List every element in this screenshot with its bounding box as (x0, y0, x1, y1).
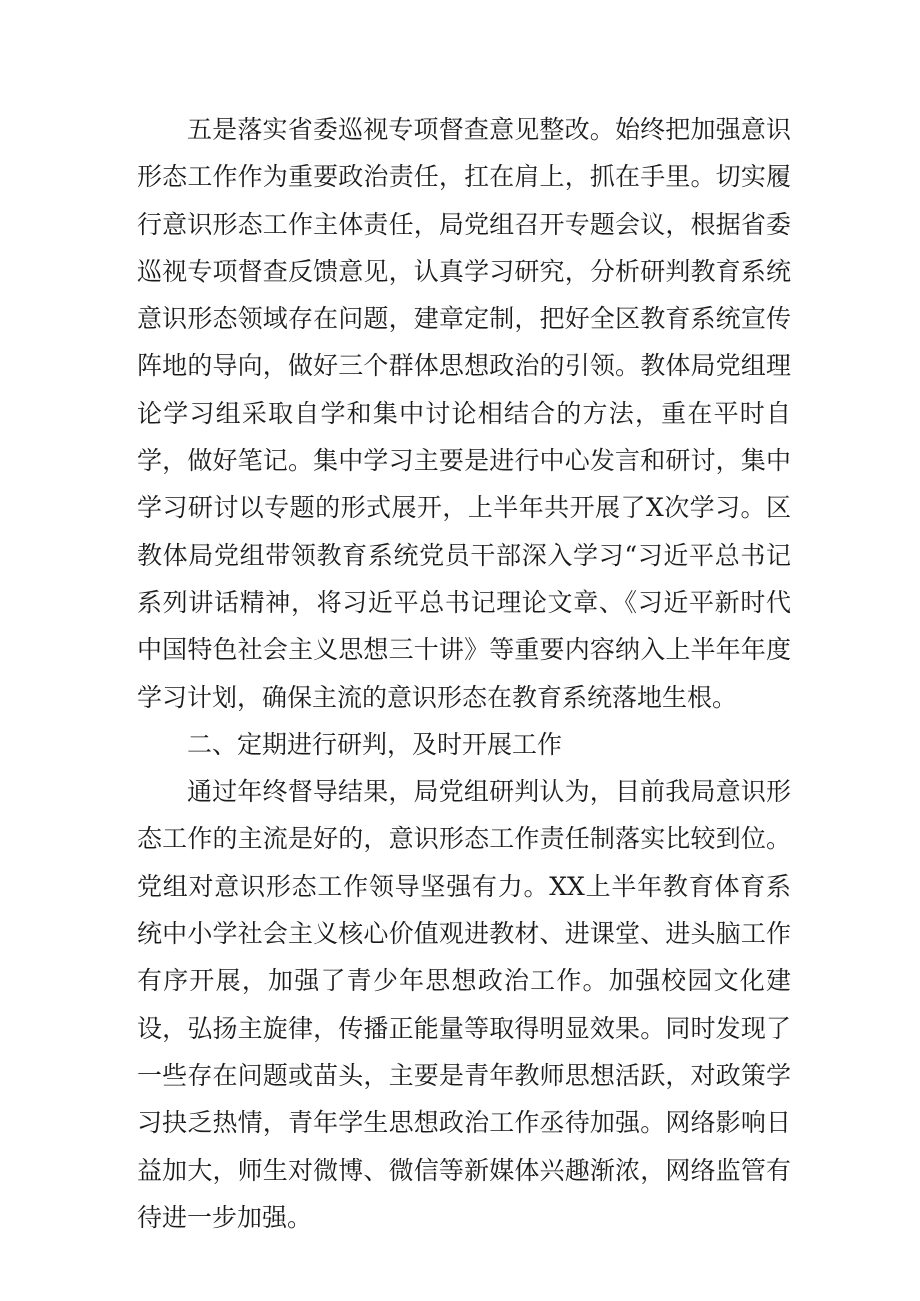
paragraph-rectification: 五是落实省委巡视专项督查意见整改。始终把加强意识形态工作作为重要政治责任，扛在肩上，抓在手里。切实履行意识形态工作主体责任，局党组召开专题会议，根据省委巡视专项督查反馈意见，认真学习研究，分析研判教育系统意识形态领域存在问题，建章定制，把好全区教育系统宣传阵地的导向，做好三个群体思想政治的引领。教体局党组理论学习组采取自学和集中讨论相结合的方法，重在平时自学，做好笔记。集中学习主要是进行中心发言和研讨，集中学习研讨以专题的形式展开，上半年共开展了X次学习。区教体局党组带领教育系统党员干部深入学习“习近平总书记系列讲话精神，将习近平总书记理论文章、《习近平新时代中国特色社会主义思想三十讲》等重要内容纳入上半年年度学习计划，确保主流的意识形态在教育系统落地生根。 (137, 115, 791, 712)
section-heading-regular-analysis: 二、定期进行研判，及时开展工作 (187, 729, 563, 759)
paragraph-analysis-results: 通过年终督导结果，局党组研判认为，目前我局意识形态工作的主流是好的，意识形态工作责任制落实比较到位。党组对意识形态工作领导坚强有力。XX上半年教育体育系统中小学社会主义核心价值观进教材、进课堂、进头脑工作有序开展，加强了青少年思想政治工作。加强校园文化建设，弘扬主旋律，传播正能量等取得明显效果。同时发现了一些存在问题或苗头，主要是青年教师思想活跃，对政策学习抉乏热情，青年学生思想政治工作丞待加强。网络影响日益加大，师生对微博、微信等新媒体兴趣渐浓，网络监管有待进一步加强。 (137, 777, 791, 1232)
document-body (137, 106, 791, 1241)
